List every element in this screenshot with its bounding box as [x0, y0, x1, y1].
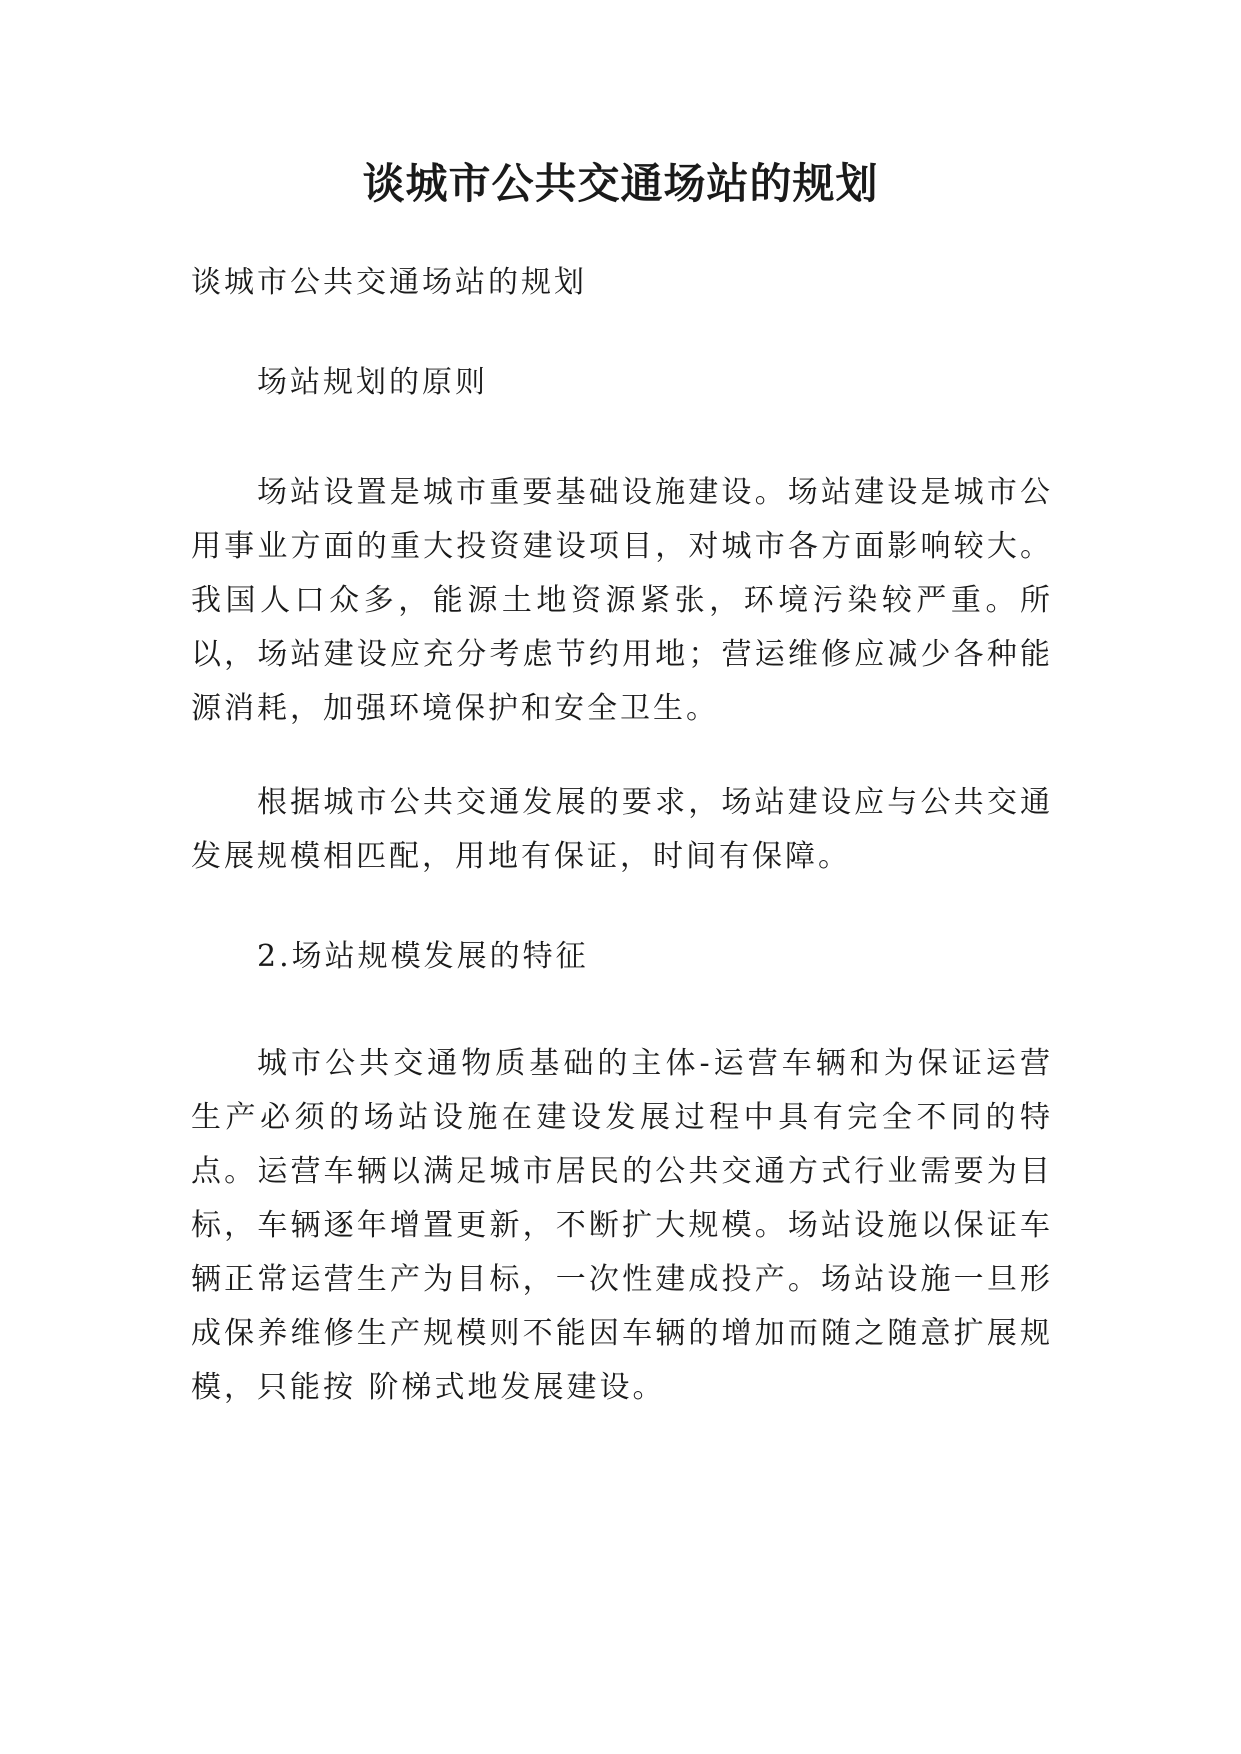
- paragraph-requirements: 根据城市公共交通发展的要求，场站建设应与公共交通发展规模相匹配，用地有保证，时间有保障。: [191, 785, 1053, 874]
- subtitle-line: 谈城市公共交通场站的规划: [191, 265, 587, 300]
- section-heading-principles: 场站规划的原则: [257, 365, 488, 400]
- paragraph-principles: 场站设置是城市重要基础设施建设。场站建设是城市公用事业方面的重大投资建设项目，对城市各方面影响较大。我国人口众多，能源土地资源紧张，环境污染较严重。所以，场站建设应充分考虑节约用地；营运维修应减少各种能源消耗，加强环境保护和安全卫生。: [191, 475, 1053, 726]
- section-heading-characteristics: 2.场站规模发展的特征: [257, 939, 589, 974]
- document-title: 谈城市公共交通场站的规划: [362, 159, 879, 208]
- paragraph-characteristics: 城市公共交通物质基础的主体-运营车辆和为保证运营生产必须的场站设施在建设发展过程中具有完全不同的特点。运营车辆以满足城市居民的公共交通方式行业需要为目标，车辆逐年增置更新，不断扩大规模。场站设施以保证车辆正常运营生产为目标，一次性建成投产。场站设施一旦形成保养维修生产规模则不能因车辆的增加而随之随意扩展规模，只能按 阶梯式地发展建设。: [191, 1046, 1053, 1405]
